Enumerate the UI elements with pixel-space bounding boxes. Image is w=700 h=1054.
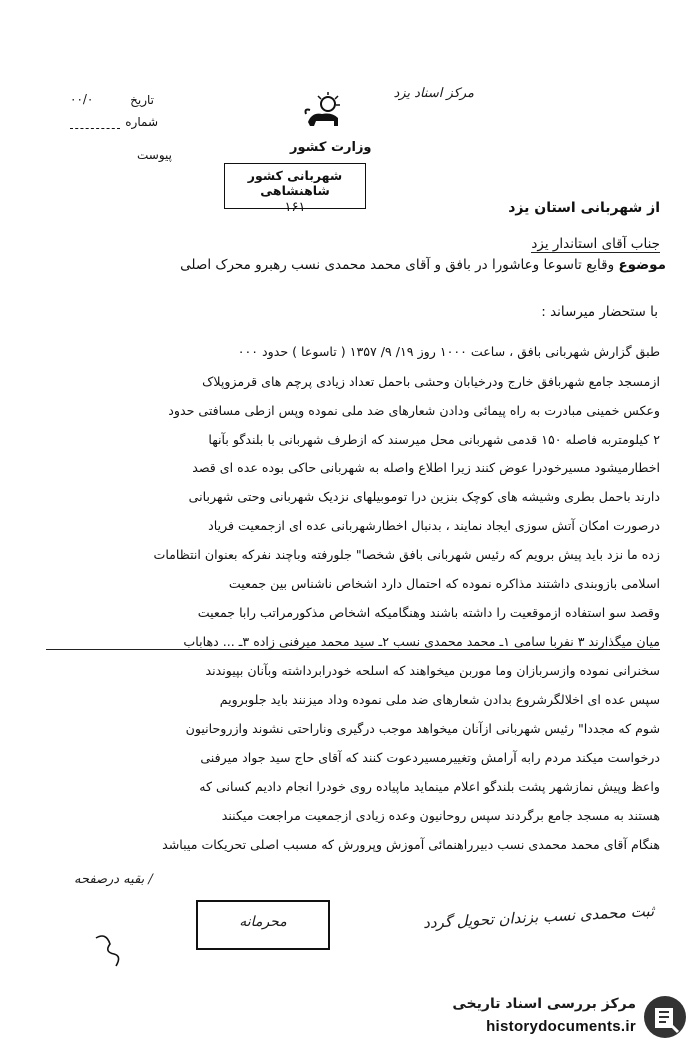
watermark-title: مرکز بررسی اسناد تاریخی bbox=[452, 996, 636, 1012]
body-line: سخنرانی نموده وازسربازان وما موربن میخواهند که اسلحه خودرابرداشته وبآنان بپیوندند bbox=[205, 663, 660, 678]
body-line: اخطارمیشود مسیرخودرا عوض کنند زیرا اطلاع واصله به شهربانی حاکی بوده عده ای قصد bbox=[192, 460, 660, 475]
date-value-mark: ۰۰/۰ bbox=[70, 92, 94, 106]
bottom-stamp bbox=[196, 900, 330, 950]
watermark-logo-icon bbox=[642, 994, 688, 1040]
body-line-names: میان میگذارند ۳ نفربا سامی ۱ـ محمد محمدی نسب ۲ـ سید محمد میرفنی زاده ۳ـ ... دهاباب bbox=[46, 634, 660, 650]
subject-text: وقایع تاسوعا وعاشورا در بافق و آقای محمد محمدی نسب رهبرو محرک اصلی bbox=[180, 257, 615, 273]
police-title: شهربانی کشور شاهنشاهی bbox=[247, 168, 343, 198]
margin-scribble-icon bbox=[92, 930, 126, 974]
salutation: با ستحضار میرساند : bbox=[541, 304, 658, 320]
number-label: شماره bbox=[125, 115, 158, 129]
date-label-text: تاریخ bbox=[130, 93, 154, 107]
subject-line bbox=[180, 257, 666, 273]
subject-label: موضوع bbox=[618, 257, 666, 273]
body-line: هستند به مسجد جامع برگردند سپس روحانیون وعده زیادی ازجمعیت مراجعت میکنند bbox=[221, 808, 660, 823]
number-value-mark bbox=[70, 116, 120, 129]
ministry-title: وزارت کشور bbox=[290, 140, 372, 155]
body-line: وعکس خمینی مبادرت به راه پیمائی ودادن شعارهای ضد ملی نموده وپس ازطی مسافتی حدود bbox=[168, 403, 660, 418]
body-line: وقصد سو استفاده ازموقعیت را داشته باشند وهنگامیکه اشخاص مذکورمراتب رابا جمعیت bbox=[197, 605, 660, 620]
continuation-note: / بقیه درصفحه bbox=[74, 872, 153, 887]
body-line: دارند باحمل بطری وشیشه های کوچک بنزین درا توموبیلهای نزدیک شهربانی وحتی شهربانی bbox=[188, 489, 660, 504]
stamp-number: ۱۶۱ bbox=[284, 200, 306, 215]
body-line: درصورت امکان آتش سوزی ایجاد نمایند ، بدنبال اخطارشهربانی عده ای ازجمعیت فریاد bbox=[208, 518, 660, 533]
body-line: درخواست میکند مردم رابه آرامش وتغییرمسیردعوت کنند که آقای حاج سید جواد میرفنی bbox=[200, 750, 660, 765]
attachment-label: پیوست bbox=[137, 148, 172, 162]
archive-note: مرکز اسناد یزد bbox=[393, 86, 474, 101]
bottom-stamp-text: محرمانه bbox=[239, 914, 287, 930]
police-stamp-box bbox=[224, 163, 366, 215]
body-line: واعظ وپیش نمازشهر پشت بلندگو اعلام مینماید ماپیاده روی خودرا انجام دادیم کسانی که bbox=[199, 779, 660, 794]
to-line bbox=[531, 236, 660, 252]
body-line: طبق گزارش شهربانی بافق ، ساعت ۱۰۰۰ روز ۱۹/ ۹/ ۱۳۵۷ ( تاسوعا ) حدود ۰۰۰ bbox=[237, 344, 660, 359]
body-line: ازمسجد جامع شهربافق خارج ودرخیابان وحشی باحمل تعداد زیادی پرچم های قرمزوپلاک bbox=[202, 374, 660, 389]
body-line: هنگام آقای محمد محمدی نسب دبیرراهنمائی آموزش وپرورش که مسبب اصلی تحریکات میباشد bbox=[162, 837, 660, 852]
date-label bbox=[118, 93, 154, 107]
body-line: شوم که مجددا" رئیس شهربانی ازآنان میخواهد موجب درگیری وناراحتی نشوند وازروحانیون bbox=[185, 721, 660, 736]
body-line: سپس عده ای اخلالگرشروع بدادن شعارهای ضد ملی نموده وداد میزنند باید جلوبرویم bbox=[219, 692, 660, 707]
watermark-url: historydocuments.ir bbox=[486, 1018, 636, 1035]
body-line: ۲ کیلومتربه فاصله ۱۵۰ قدمی شهربانی محل میرسند که ازطرف شهربانی با بلندگو بآنها bbox=[208, 432, 660, 447]
from-line: از شهربانی استان یزد bbox=[508, 200, 660, 216]
body-line: اسلامی بازوبندی داشتند مذاکره نموده که احتمال دارد اشخاص ناشناس بین جمعیت bbox=[228, 576, 660, 591]
handwritten-note: ثبت محمدی نسب بزندان تحویل گردد bbox=[422, 901, 655, 933]
watermark bbox=[402, 992, 692, 1044]
lion-sun-emblem-icon bbox=[302, 90, 346, 130]
to-text: جناب آقای استاندار یزد bbox=[531, 236, 660, 252]
body-line: زده ما نزد باید پیش برویم که رئیس شهربانی بافق شخصا" جلورفته وباچند نفرکه بعنوان انتظامات bbox=[153, 547, 660, 562]
